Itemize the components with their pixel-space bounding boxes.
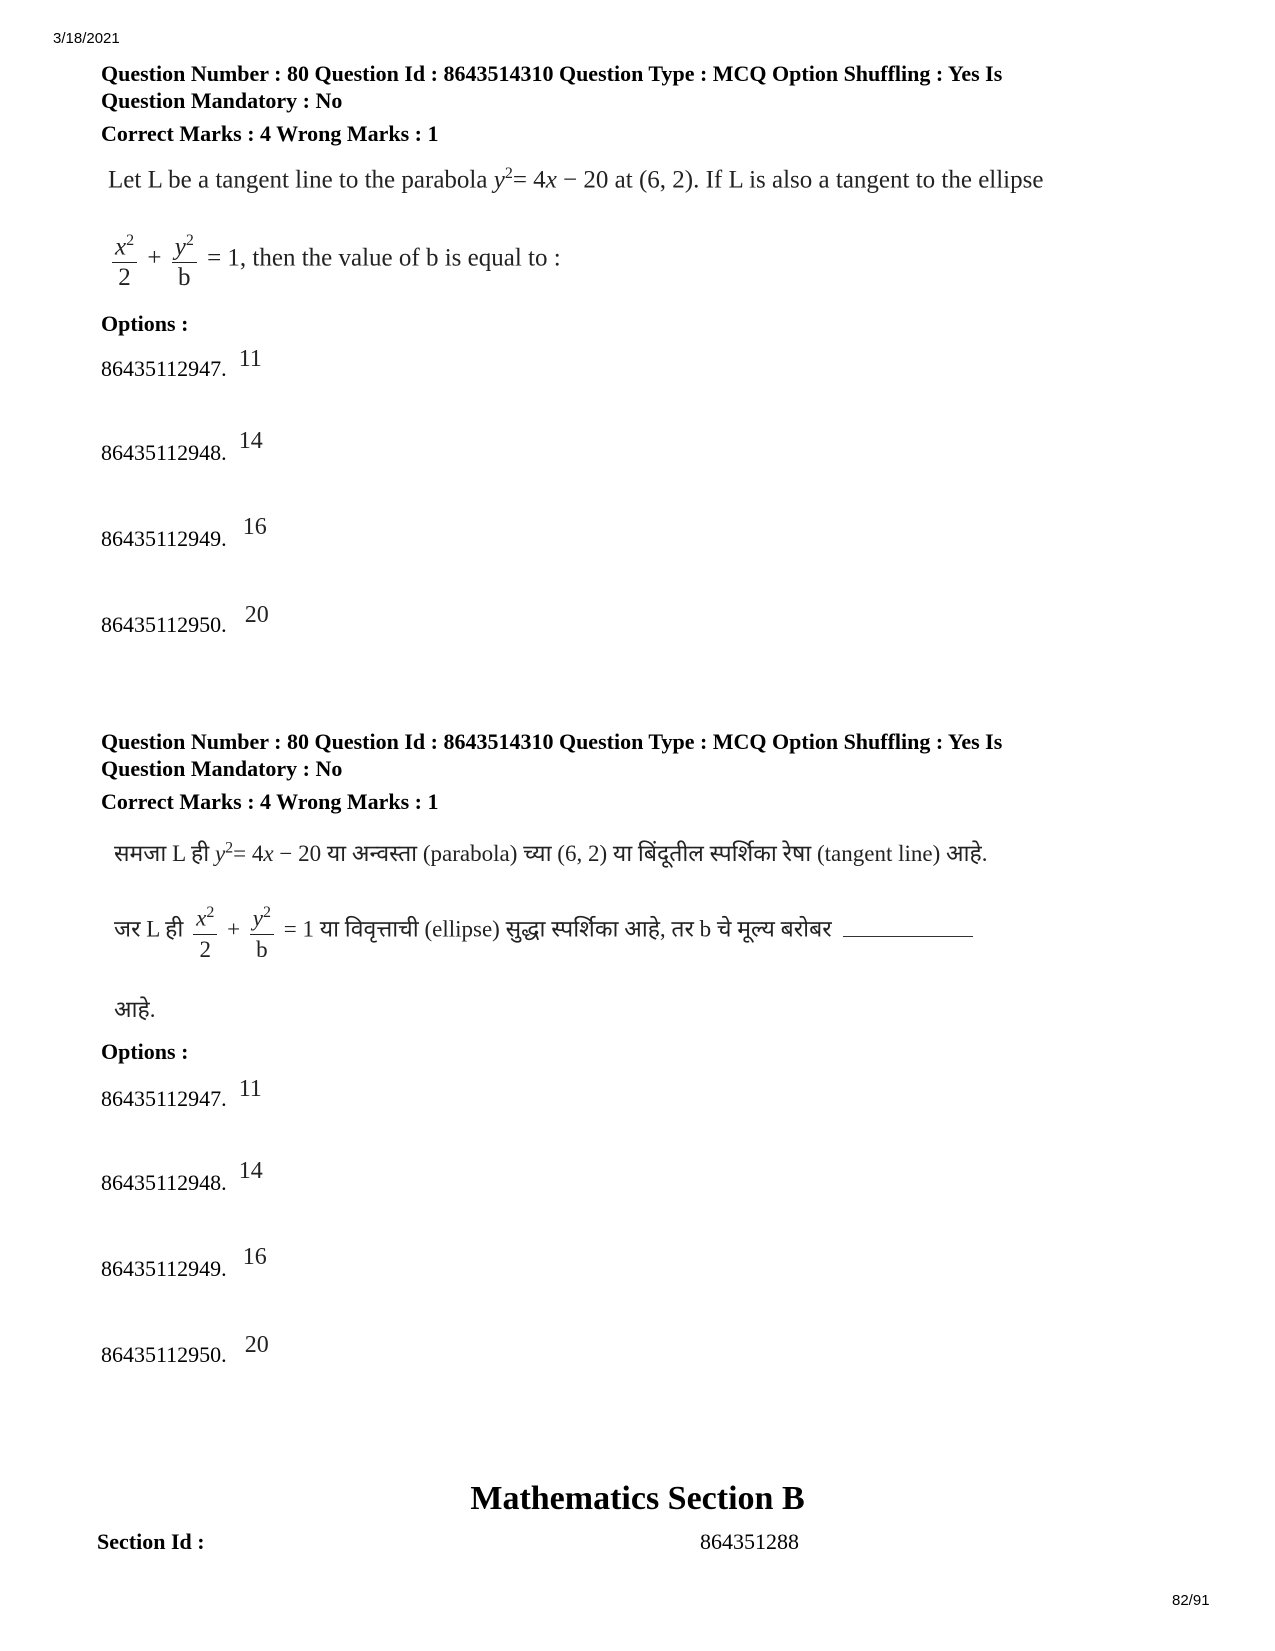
page-number: 82/91 <box>1172 1592 1210 1609</box>
option-item[interactable] <box>101 346 262 383</box>
question-marks: Correct Marks : 4 Wrong Marks : 1 <box>101 121 439 146</box>
option-id: 86435112947. <box>101 356 227 381</box>
option-id: 86435112947. <box>101 1086 227 1111</box>
ellipse-fraction-y: $\frac{y^2}{b}$ <box>172 226 197 293</box>
question-meta <box>101 728 1201 782</box>
option-item[interactable] <box>101 1244 267 1283</box>
option-item[interactable] <box>101 602 269 639</box>
option-id: 86435112949. <box>101 1256 227 1281</box>
question-text-line3: आहे. <box>114 997 156 1022</box>
question-marks: Correct Marks : 4 Wrong Marks : 1 <box>101 789 439 814</box>
section-title: Mathematics Section B <box>470 1480 805 1517</box>
option-value: 16 <box>242 514 267 540</box>
option-id: 86435112949. <box>101 526 227 551</box>
option-value: 11 <box>238 1076 262 1102</box>
ellipse-fraction-y: $\frac{y^2}{b}$ <box>250 898 274 965</box>
option-value: 20 <box>244 1332 269 1358</box>
option-item[interactable] <box>101 1076 262 1113</box>
option-value: 20 <box>244 602 269 628</box>
options-label: Options : <box>101 311 189 336</box>
question-text-line2: जर L ही $\frac{x^2}{2}$ + $\frac{y^2}{b}$ = 1 या विवृत्ताची (ellipse) सुद्धा स्पर्शिका आहे, तर b चे मूल्य बरोबर <box>114 898 973 965</box>
section-id-value: 864351288 <box>700 1529 799 1554</box>
options-label: Options : <box>101 1039 189 1064</box>
question-meta-line1: Question Number : 80 Question Id : 8643514310 Question Type : MCQ Option Shuffling : Yes Is <box>101 729 1003 754</box>
print-date: 3/18/2021 <box>53 30 120 47</box>
question-text-line1: Let L be a tangent line to the parabola $y^2= 4x - 20$ at (6, 2). If L is also a tangent to the ellipse <box>108 165 1044 194</box>
option-value: 11 <box>238 346 262 372</box>
option-item[interactable] <box>101 1158 263 1197</box>
option-id: 86435112948. <box>101 440 227 465</box>
ellipse-fraction-x: $\frac{x^2}{2}$ <box>112 226 137 293</box>
option-value: 14 <box>238 1158 263 1184</box>
option-item[interactable] <box>101 1332 269 1369</box>
option-item[interactable] <box>101 514 267 553</box>
question-meta <box>101 60 1201 114</box>
option-id: 86435112950. <box>101 1342 227 1367</box>
question-meta-line1: Question Number : 80 Question Id : 8643514310 Question Type : MCQ Option Shuffling : Yes Is <box>101 61 1003 86</box>
question-text-line1: समजा L ही $y^2= 4x - 20$ या अन्वस्ता (parabola) च्या (6, 2) या बिंदूतील स्पर्शिका रेषा (tangent line) आहे. <box>114 839 988 866</box>
ellipse-fraction-x: $\frac{x^2}{2}$ <box>193 898 217 965</box>
option-id: 86435112948. <box>101 1170 227 1195</box>
option-id: 86435112950. <box>101 612 227 637</box>
option-item[interactable] <box>101 428 263 467</box>
section-id-label: Section Id : <box>97 1529 205 1554</box>
question-text-line2: $\frac{x^2}{2}$ + $\frac{y^2}{b}$ = 1, then the value of b is equal to : <box>108 226 561 293</box>
option-value: 16 <box>242 1244 267 1270</box>
question-meta-line2: Question Mandatory : No <box>101 88 343 113</box>
answer-blank <box>843 936 973 937</box>
option-value: 14 <box>238 428 263 454</box>
question-meta-line2: Question Mandatory : No <box>101 756 343 781</box>
